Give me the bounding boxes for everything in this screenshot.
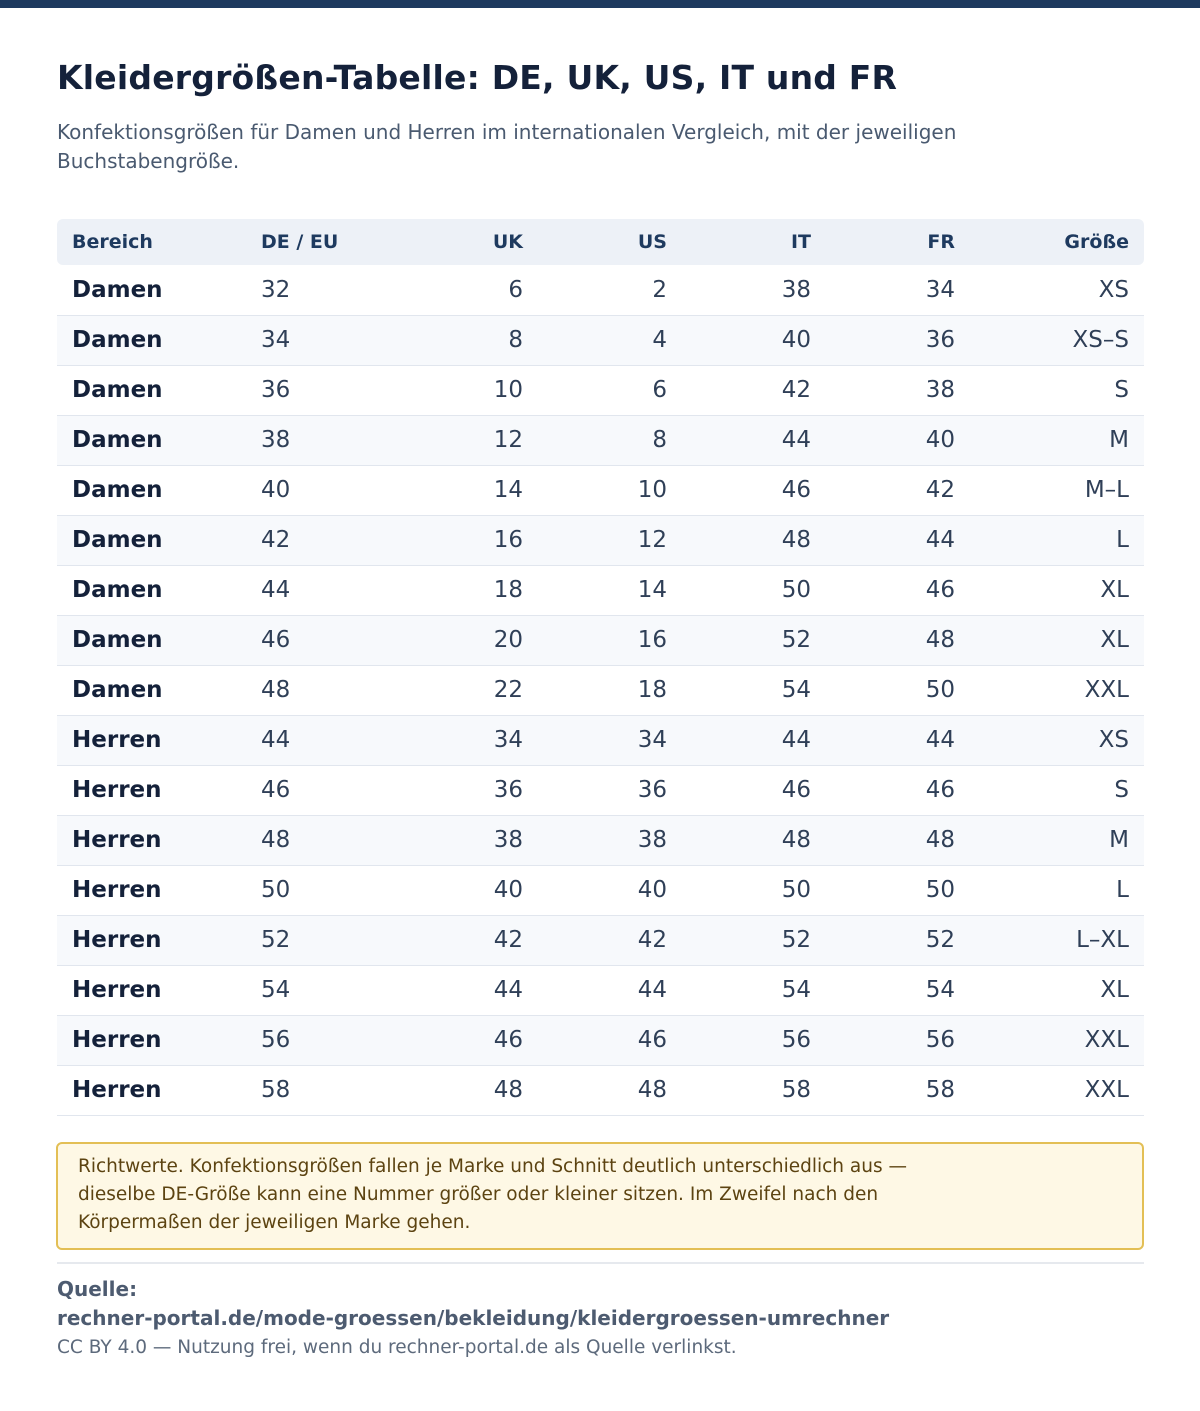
size-table [57, 219, 1144, 1116]
cell-uk: 20 [404, 615, 538, 665]
disclaimer-note [56, 1142, 1144, 1250]
cell-de-eu: 46 [246, 765, 404, 815]
cell-fr: 54 [826, 965, 970, 1015]
cell-uk: 40 [404, 865, 538, 915]
table-row [57, 765, 1144, 815]
table-body [57, 265, 1144, 1115]
cell-groesse: L–XL [970, 915, 1144, 965]
column-header-bereich: Bereich [57, 219, 246, 265]
cell-fr: 50 [826, 665, 970, 715]
table-row [57, 315, 1144, 365]
footer-divider [57, 1262, 1144, 1264]
cell-de-eu: 52 [246, 915, 404, 965]
cell-fr: 34 [826, 265, 970, 315]
cell-de-eu: 44 [246, 715, 404, 765]
cell-uk: 18 [404, 565, 538, 615]
table-row [57, 515, 1144, 565]
cell-groesse: XL [970, 565, 1144, 615]
cell-us: 46 [538, 1015, 682, 1065]
cell-fr: 58 [826, 1065, 970, 1115]
cell-fr: 50 [826, 865, 970, 915]
cell-groesse: XXL [970, 1015, 1144, 1065]
cell-bereich: Herren [57, 815, 246, 865]
table-header [57, 219, 1144, 265]
cell-de-eu: 44 [246, 565, 404, 615]
cell-groesse: S [970, 765, 1144, 815]
cell-us: 48 [538, 1065, 682, 1115]
cell-fr: 48 [826, 815, 970, 865]
page-subtitle: Konfektionsgrößen für Damen und Herren im internationalen Vergleich, mit der jeweiligen Buchstabengröße. [57, 120, 957, 173]
cell-bereich: Herren [57, 865, 246, 915]
table-row [57, 865, 1144, 915]
cell-groesse: XL [970, 965, 1144, 1015]
cell-groesse: XS [970, 265, 1144, 315]
cell-us: 34 [538, 715, 682, 765]
cell-de-eu: 48 [246, 815, 404, 865]
cell-us: 42 [538, 915, 682, 965]
cell-groesse: M [970, 815, 1144, 865]
cell-uk: 38 [404, 815, 538, 865]
cell-bereich: Damen [57, 365, 246, 415]
cell-it: 44 [682, 715, 826, 765]
page-title: Kleidergrößen-Tabelle: DE, UK, US, IT und FR [57, 58, 898, 97]
cell-uk: 44 [404, 965, 538, 1015]
cell-groesse: M–L [970, 465, 1144, 515]
cell-de-eu: 56 [246, 1015, 404, 1065]
cell-us: 14 [538, 565, 682, 615]
cell-de-eu: 36 [246, 365, 404, 415]
table-row [57, 365, 1144, 415]
cell-groesse: XS–S [970, 315, 1144, 365]
table-header-row [57, 219, 1144, 265]
cell-bereich: Damen [57, 415, 246, 465]
cell-fr: 38 [826, 365, 970, 415]
cell-uk: 46 [404, 1015, 538, 1065]
cell-it: 50 [682, 865, 826, 915]
cell-uk: 6 [404, 265, 538, 315]
table-row [57, 1065, 1144, 1115]
cell-us: 38 [538, 815, 682, 865]
cell-groesse: XXL [970, 665, 1144, 715]
cell-fr: 44 [826, 715, 970, 765]
cell-it: 56 [682, 1015, 826, 1065]
cell-uk: 42 [404, 915, 538, 965]
cell-de-eu: 42 [246, 515, 404, 565]
cell-fr: 44 [826, 515, 970, 565]
cell-bereich: Damen [57, 315, 246, 365]
cell-groesse: XS [970, 715, 1144, 765]
cell-it: 40 [682, 315, 826, 365]
cell-bereich: Herren [57, 915, 246, 965]
cell-us: 6 [538, 365, 682, 415]
cell-de-eu: 54 [246, 965, 404, 1015]
cell-it: 58 [682, 1065, 826, 1115]
cell-uk: 12 [404, 415, 538, 465]
table-row [57, 815, 1144, 865]
cell-uk: 16 [404, 515, 538, 565]
cell-uk: 48 [404, 1065, 538, 1115]
cell-us: 4 [538, 315, 682, 365]
cell-bereich: Damen [57, 615, 246, 665]
cell-bereich: Damen [57, 565, 246, 615]
cell-de-eu: 34 [246, 315, 404, 365]
cell-bereich: Herren [57, 715, 246, 765]
cell-bereich: Damen [57, 465, 246, 515]
table-row [57, 715, 1144, 765]
cell-it: 46 [682, 765, 826, 815]
cell-uk: 36 [404, 765, 538, 815]
top-accent-bar [0, 0, 1200, 8]
cell-bereich: Herren [57, 1065, 246, 1115]
cell-us: 18 [538, 665, 682, 715]
cell-de-eu: 40 [246, 465, 404, 515]
table-row [57, 1015, 1144, 1065]
table-row [57, 565, 1144, 615]
cell-us: 40 [538, 865, 682, 915]
table-row [57, 965, 1144, 1015]
cell-uk: 22 [404, 665, 538, 715]
cell-it: 38 [682, 265, 826, 315]
table-row [57, 465, 1144, 515]
column-header-uk: UK [404, 219, 538, 265]
cell-de-eu: 50 [246, 865, 404, 915]
cell-groesse: L [970, 515, 1144, 565]
cell-it: 44 [682, 415, 826, 465]
disclaimer-text: Richtwerte. Konfektionsgrößen fallen je Marke und Schnitt deutlich unterschiedlich aus — dieselbe DE-Größe kann eine Nummer größer oder kleiner sitzen. Im Zweifel nach den Körpermaßen der jeweiligen Marke gehen. [78, 1156, 907, 1233]
cell-fr: 46 [826, 765, 970, 815]
cell-fr: 36 [826, 315, 970, 365]
table-row [57, 915, 1144, 965]
column-header-us: US [538, 219, 682, 265]
cell-de-eu: 38 [246, 415, 404, 465]
cell-it: 54 [682, 965, 826, 1015]
cell-groesse: L [970, 865, 1144, 915]
cell-fr: 52 [826, 915, 970, 965]
cell-uk: 10 [404, 365, 538, 415]
table-row [57, 265, 1144, 315]
column-header-de-eu: DE / EU [246, 219, 404, 265]
table-row [57, 615, 1144, 665]
cell-us: 12 [538, 515, 682, 565]
cell-it: 48 [682, 515, 826, 565]
cell-us: 2 [538, 265, 682, 315]
cell-bereich: Herren [57, 965, 246, 1015]
cell-groesse: XXL [970, 1065, 1144, 1115]
cell-bereich: Herren [57, 1015, 246, 1065]
cell-us: 36 [538, 765, 682, 815]
cell-de-eu: 58 [246, 1065, 404, 1115]
cell-uk: 14 [404, 465, 538, 515]
cell-de-eu: 48 [246, 665, 404, 715]
table-row [57, 415, 1144, 465]
cell-it: 54 [682, 665, 826, 715]
cell-it: 50 [682, 565, 826, 615]
cell-it: 42 [682, 365, 826, 415]
cell-bereich: Damen [57, 265, 246, 315]
cell-us: 16 [538, 615, 682, 665]
cell-de-eu: 32 [246, 265, 404, 315]
cell-bereich: Damen [57, 665, 246, 715]
table-row [57, 665, 1144, 715]
cell-groesse: XL [970, 615, 1144, 665]
cell-fr: 56 [826, 1015, 970, 1065]
cell-fr: 46 [826, 565, 970, 615]
column-header-groesse: Größe [970, 219, 1144, 265]
cell-fr: 42 [826, 465, 970, 515]
column-header-it: IT [682, 219, 826, 265]
cell-bereich: Herren [57, 765, 246, 815]
cell-it: 52 [682, 915, 826, 965]
cell-uk: 34 [404, 715, 538, 765]
cell-it: 52 [682, 615, 826, 665]
cell-it: 46 [682, 465, 826, 515]
cell-uk: 8 [404, 315, 538, 365]
cell-de-eu: 46 [246, 615, 404, 665]
cell-it: 48 [682, 815, 826, 865]
column-header-fr: FR [826, 219, 970, 265]
source-label: Quelle: [57, 1277, 138, 1301]
cell-fr: 48 [826, 615, 970, 665]
cell-us: 10 [538, 465, 682, 515]
cell-groesse: S [970, 365, 1144, 415]
cell-us: 44 [538, 965, 682, 1015]
source-url: rechner-portal.de/mode-groessen/bekleidung/kleidergroessen-umrechner [57, 1306, 890, 1330]
cell-groesse: M [970, 415, 1144, 465]
cell-fr: 40 [826, 415, 970, 465]
cell-us: 8 [538, 415, 682, 465]
cell-bereich: Damen [57, 515, 246, 565]
license-text: CC BY 4.0 — Nutzung frei, wenn du rechner-portal.de als Quelle verlinkst. [57, 1337, 737, 1358]
